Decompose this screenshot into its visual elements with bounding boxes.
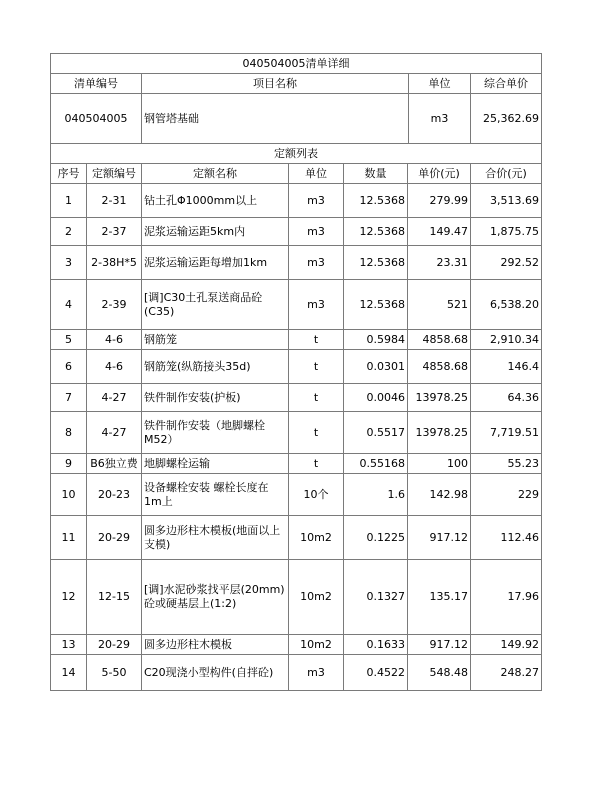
row-qty: 12.5368 bbox=[344, 218, 408, 246]
row-no: 9 bbox=[51, 454, 87, 474]
header-no: 序号 bbox=[51, 164, 87, 184]
row-no: 7 bbox=[51, 384, 87, 412]
row-total: 7,719.51 bbox=[471, 412, 542, 454]
row-no: 14 bbox=[51, 655, 87, 691]
row-no: 8 bbox=[51, 412, 87, 454]
row-name: 钢筋笼 bbox=[142, 330, 289, 350]
header-item-name: 项目名称 bbox=[142, 74, 409, 94]
row-name: [调]水泥砂浆找平层(20mm)砼或硬基层上(1:2) bbox=[142, 560, 289, 635]
row-price: 100 bbox=[408, 454, 471, 474]
row-qty: 0.0301 bbox=[344, 350, 408, 384]
row-no: 13 bbox=[51, 635, 87, 655]
table-row bbox=[51, 412, 542, 454]
bill-unit: m3 bbox=[409, 94, 471, 144]
row-total: 64.36 bbox=[471, 384, 542, 412]
row-total: 112.46 bbox=[471, 516, 542, 560]
row-unit: m3 bbox=[289, 280, 344, 330]
row-unit: m3 bbox=[289, 655, 344, 691]
row-unit: 10m2 bbox=[289, 516, 344, 560]
header-bill-code: 清单编号 bbox=[51, 74, 142, 94]
row-name: 圆多边形柱木模板(地面以上支模) bbox=[142, 516, 289, 560]
row-no: 3 bbox=[51, 246, 87, 280]
table-row bbox=[51, 516, 542, 560]
quota-title: 定额列表 bbox=[51, 144, 542, 164]
row-total: 17.96 bbox=[471, 560, 542, 635]
row-code: 12-15 bbox=[87, 560, 142, 635]
bill-title: 040504005清单详细 bbox=[51, 54, 542, 74]
row-unit: t bbox=[289, 454, 344, 474]
row-price: 4858.68 bbox=[408, 350, 471, 384]
row-code: 20-29 bbox=[87, 635, 142, 655]
row-no: 12 bbox=[51, 560, 87, 635]
row-price: 4858.68 bbox=[408, 330, 471, 350]
row-unit: t bbox=[289, 330, 344, 350]
bill-title-row bbox=[51, 54, 542, 74]
row-total: 149.92 bbox=[471, 635, 542, 655]
row-unit: t bbox=[289, 384, 344, 412]
row-qty: 0.5517 bbox=[344, 412, 408, 454]
row-no: 5 bbox=[51, 330, 87, 350]
row-code: 4-27 bbox=[87, 412, 142, 454]
row-name: 泥浆运输运距每增加1km bbox=[142, 246, 289, 280]
header-price: 单价(元) bbox=[408, 164, 471, 184]
quota-header-row bbox=[51, 164, 542, 184]
row-name: 泥浆运输运距5km内 bbox=[142, 218, 289, 246]
header-unit-price: 综合单价 bbox=[471, 74, 542, 94]
bill-name: 钢管塔基础 bbox=[142, 94, 409, 144]
header-quota-unit: 单位 bbox=[289, 164, 344, 184]
row-qty: 0.1327 bbox=[344, 560, 408, 635]
row-name: 铁件制作安装（地脚螺栓M52） bbox=[142, 412, 289, 454]
row-unit: 10个 bbox=[289, 474, 344, 516]
row-price: 23.31 bbox=[408, 246, 471, 280]
row-total: 3,513.69 bbox=[471, 184, 542, 218]
row-code: 4-6 bbox=[87, 350, 142, 384]
row-price: 13978.25 bbox=[408, 412, 471, 454]
table-row bbox=[51, 635, 542, 655]
bill-row bbox=[51, 94, 542, 144]
table-row bbox=[51, 384, 542, 412]
header-quota-name: 定额名称 bbox=[142, 164, 289, 184]
header-unit: 单位 bbox=[409, 74, 471, 94]
row-qty: 1.6 bbox=[344, 474, 408, 516]
row-total: 1,875.75 bbox=[471, 218, 542, 246]
row-qty: 0.5984 bbox=[344, 330, 408, 350]
bill-code: 040504005 bbox=[51, 94, 142, 144]
row-unit: m3 bbox=[289, 184, 344, 218]
row-qty: 12.5368 bbox=[344, 280, 408, 330]
row-total: 2,910.34 bbox=[471, 330, 542, 350]
row-no: 6 bbox=[51, 350, 87, 384]
quota-table bbox=[50, 143, 542, 691]
row-unit: 10m2 bbox=[289, 560, 344, 635]
row-code: 2-38H*5 bbox=[87, 246, 142, 280]
table-row bbox=[51, 246, 542, 280]
bill-table bbox=[50, 53, 542, 144]
row-unit: t bbox=[289, 412, 344, 454]
row-price: 13978.25 bbox=[408, 384, 471, 412]
row-name: 圆多边形柱木模板 bbox=[142, 635, 289, 655]
row-price: 521 bbox=[408, 280, 471, 330]
row-no: 10 bbox=[51, 474, 87, 516]
row-qty: 0.1225 bbox=[344, 516, 408, 560]
table-row bbox=[51, 184, 542, 218]
row-qty: 12.5368 bbox=[344, 246, 408, 280]
bill-header-row bbox=[51, 74, 542, 94]
bill-price: 25,362.69 bbox=[471, 94, 542, 144]
row-qty: 0.4522 bbox=[344, 655, 408, 691]
row-qty: 12.5368 bbox=[344, 184, 408, 218]
row-unit: 10m2 bbox=[289, 635, 344, 655]
header-quota-code: 定额编号 bbox=[87, 164, 142, 184]
header-total: 合价(元) bbox=[471, 164, 542, 184]
row-code: B6独立费 bbox=[87, 454, 142, 474]
row-unit: m3 bbox=[289, 246, 344, 280]
row-no: 1 bbox=[51, 184, 87, 218]
row-price: 149.47 bbox=[408, 218, 471, 246]
row-no: 11 bbox=[51, 516, 87, 560]
row-name: 钢筋笼(纵筋接头35d) bbox=[142, 350, 289, 384]
row-name: [调]C30土孔泵送商品砼(C35) bbox=[142, 280, 289, 330]
row-price: 279.99 bbox=[408, 184, 471, 218]
quota-title-row bbox=[51, 144, 542, 164]
row-name: 铁件制作安装(护板) bbox=[142, 384, 289, 412]
table-row bbox=[51, 454, 542, 474]
row-unit: m3 bbox=[289, 218, 344, 246]
row-code: 5-50 bbox=[87, 655, 142, 691]
row-no: 2 bbox=[51, 218, 87, 246]
row-price: 917.12 bbox=[408, 635, 471, 655]
row-total: 292.52 bbox=[471, 246, 542, 280]
row-qty: 0.0046 bbox=[344, 384, 408, 412]
table-row bbox=[51, 280, 542, 330]
row-name: 设备螺栓安装 螺栓长度在1m上 bbox=[142, 474, 289, 516]
table-row bbox=[51, 560, 542, 635]
row-total: 55.23 bbox=[471, 454, 542, 474]
row-total: 229 bbox=[471, 474, 542, 516]
row-name: 地脚螺栓运输 bbox=[142, 454, 289, 474]
row-code: 2-39 bbox=[87, 280, 142, 330]
table-row bbox=[51, 350, 542, 384]
row-code: 4-6 bbox=[87, 330, 142, 350]
row-no: 4 bbox=[51, 280, 87, 330]
table-row bbox=[51, 655, 542, 691]
row-price: 142.98 bbox=[408, 474, 471, 516]
row-unit: t bbox=[289, 350, 344, 384]
row-price: 548.48 bbox=[408, 655, 471, 691]
row-price: 917.12 bbox=[408, 516, 471, 560]
header-qty: 数量 bbox=[344, 164, 408, 184]
row-code: 2-31 bbox=[87, 184, 142, 218]
row-total: 146.4 bbox=[471, 350, 542, 384]
row-total: 6,538.20 bbox=[471, 280, 542, 330]
row-name: C20现浇小型构件(自拌砼) bbox=[142, 655, 289, 691]
table-row bbox=[51, 474, 542, 516]
row-code: 4-27 bbox=[87, 384, 142, 412]
row-code: 20-29 bbox=[87, 516, 142, 560]
table-row bbox=[51, 218, 542, 246]
row-price: 135.17 bbox=[408, 560, 471, 635]
row-qty: 0.1633 bbox=[344, 635, 408, 655]
row-qty: 0.55168 bbox=[344, 454, 408, 474]
row-total: 248.27 bbox=[471, 655, 542, 691]
row-name: 钻土孔Φ1000mm以上 bbox=[142, 184, 289, 218]
table-row bbox=[51, 330, 542, 350]
row-code: 20-23 bbox=[87, 474, 142, 516]
row-code: 2-37 bbox=[87, 218, 142, 246]
